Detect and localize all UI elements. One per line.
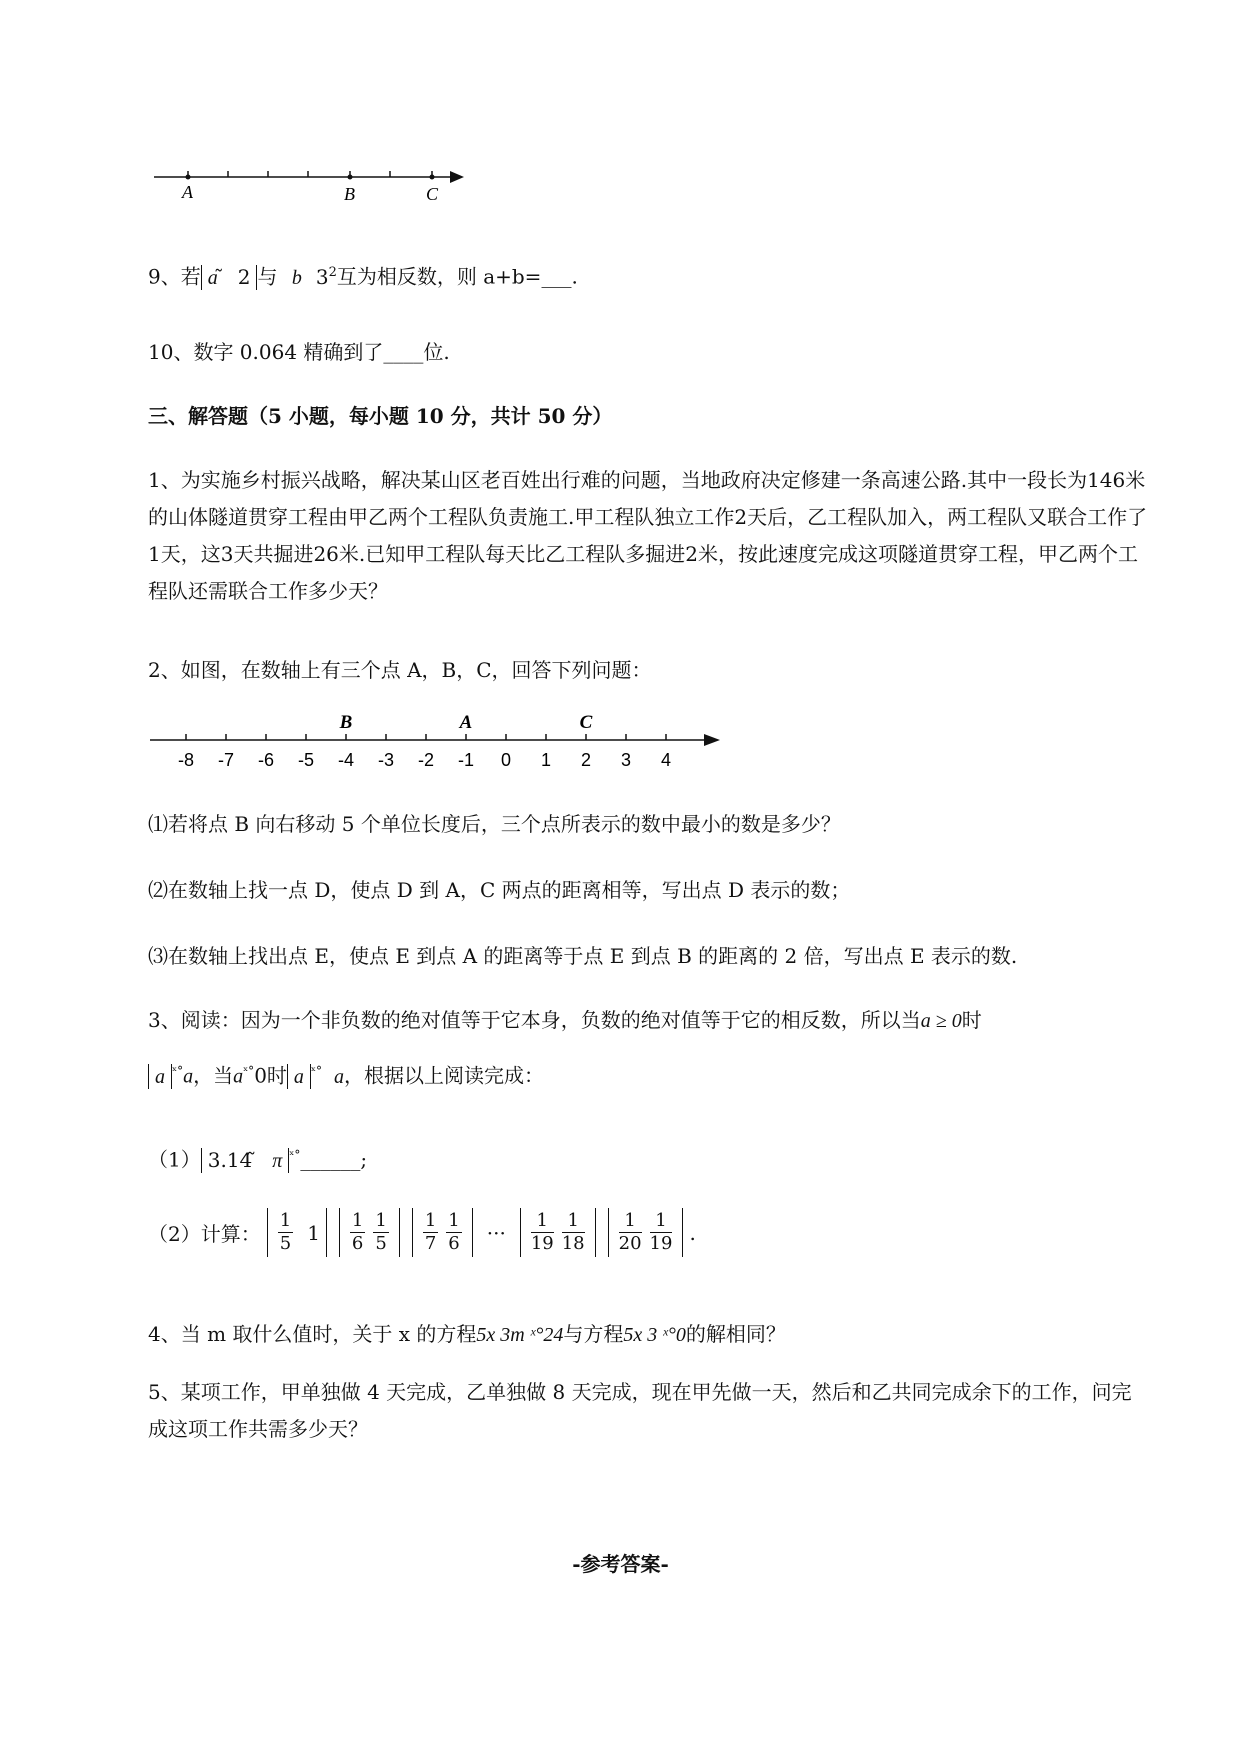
section-title: 三、解答题（5 小题，每小题 10 分，共计 50 分） bbox=[148, 404, 613, 428]
problem-3-sub-2: （2）计算： $\frac{1}{5}$ 1 $\frac{1}{6}$ $\frac{1}{5}$ $\frac{1}{7}$ $\frac{1}{6}$ ··· $\frac{1}{19}$ $\frac{1}{18}$ $\frac{1}{20}$ $\frac{1}{19}$ . bbox=[148, 1208, 696, 1257]
axis-tick-label: -4 bbox=[337, 750, 355, 770]
point-label-b: B bbox=[344, 184, 355, 204]
top-number-line bbox=[150, 145, 470, 205]
axis-tick-label: -2 bbox=[417, 750, 435, 770]
point-label-a: A bbox=[459, 712, 473, 733]
axis-tick-label: 0 bbox=[500, 750, 512, 770]
axis-tick-label: 4 bbox=[660, 750, 672, 770]
problem-2-number-line bbox=[148, 710, 728, 780]
axis-tick-label: 2 bbox=[580, 750, 592, 770]
problem-4: 4、当 m 取什么值时，关于 x 的方程5x 3m ˣ°24与方程5x 3 ˣ°0的解相同？ bbox=[148, 1322, 786, 1346]
answers-title: -参考答案- bbox=[572, 1552, 669, 1576]
problem-5: 5、某项工作，甲单独做 4 天完成，乙单独做 8 天完成，现在甲先做一天，然后和乙共同完成余下的工作，问完成这项工作共需多少天？ bbox=[148, 1380, 1132, 1441]
axis-tick-label: -5 bbox=[297, 750, 315, 770]
axis-tick-label: -1 bbox=[457, 750, 475, 770]
axis-tick-label: -3 bbox=[377, 750, 395, 770]
problem-2-intro: 2、如图，在数轴上有三个点 A，B，C，回答下列问题： bbox=[148, 658, 652, 682]
problem-3-sub-1: （1） 3.14 π $^{ˣ^\circ}$______; bbox=[148, 1147, 368, 1172]
problem-1: 1、为实施乡村振兴战略，解决某山区老百姓出行难的问题，当地政府决定修建一条高速公路.其中一段长为146米的山体隧道贯穿工程由甲乙两个工程队负责施工.甲工程队独立工作2天后，乙工程队加入，两工程队又联合工作了1天，这3天共掘进26米.已知甲工程队每天比乙工程队多掘进2米，按此速度完成这项隧道贯穿工程，甲乙两个工程队还需联合工作多少天？ bbox=[148, 468, 1148, 603]
point-label-c: C bbox=[579, 712, 593, 733]
abs-term-1: $\frac{1}{5}$ 1 bbox=[267, 1208, 327, 1257]
abs-term-5: $\frac{1}{20}$ $\frac{1}{19}$ bbox=[608, 1208, 684, 1257]
axis-tick-label: -7 bbox=[217, 750, 235, 770]
axis-tick-label: 3 bbox=[620, 750, 632, 770]
abs-term-2: $\frac{1}{6}$ $\frac{1}{5}$ bbox=[339, 1208, 400, 1257]
point-label-c: C bbox=[426, 184, 439, 204]
point-label-b: B bbox=[339, 712, 353, 733]
question-9: 9、若 a 2 与 b $3^2$互为相反数，则 a+b=___. bbox=[148, 264, 578, 289]
problem-2-sub-1: ⑴若将点 B 向右移动 5 个单位长度后，三个点所表示的数中最小的数是多少？ bbox=[148, 812, 841, 836]
problem-3-line-2: a $^{ˣ^\circ}$a，当$a^{ˣ^\circ}0$时 a $^{ˣ^\circ}$ a，根据以上阅读完成： bbox=[148, 1056, 544, 1092]
abs-term-3: $\frac{1}{7}$ $\frac{1}{6}$ bbox=[412, 1208, 473, 1257]
axis-tick-label: -6 bbox=[257, 750, 275, 770]
problem-3-line-1: 3、阅读：因为一个非负数的绝对值等于它本身，负数的绝对值等于它的相反数，所以当a ≥ 0时 bbox=[148, 1008, 982, 1032]
abs-term-4: $\frac{1}{19}$ $\frac{1}{18}$ bbox=[520, 1208, 596, 1257]
problem-2-sub-3: ⑶在数轴上找出点 E，使点 E 到点 A 的距离等于点 E 到点 B 的距离的 2 倍，写出点 E 表示的数. bbox=[148, 944, 1018, 968]
abs-expression: a 2 bbox=[201, 265, 258, 290]
axis-tick-label: 1 bbox=[540, 750, 552, 770]
axis-tick-label: -8 bbox=[177, 750, 195, 770]
problem-2-sub-2: ⑵在数轴上找一点 D，使点 D 到 A，C 两点的距离相等，写出点 D 表示的数； bbox=[148, 878, 851, 902]
point-label-a: A bbox=[182, 182, 193, 202]
question-10: 10、数字 0.064 精确到了____位. bbox=[148, 340, 450, 364]
